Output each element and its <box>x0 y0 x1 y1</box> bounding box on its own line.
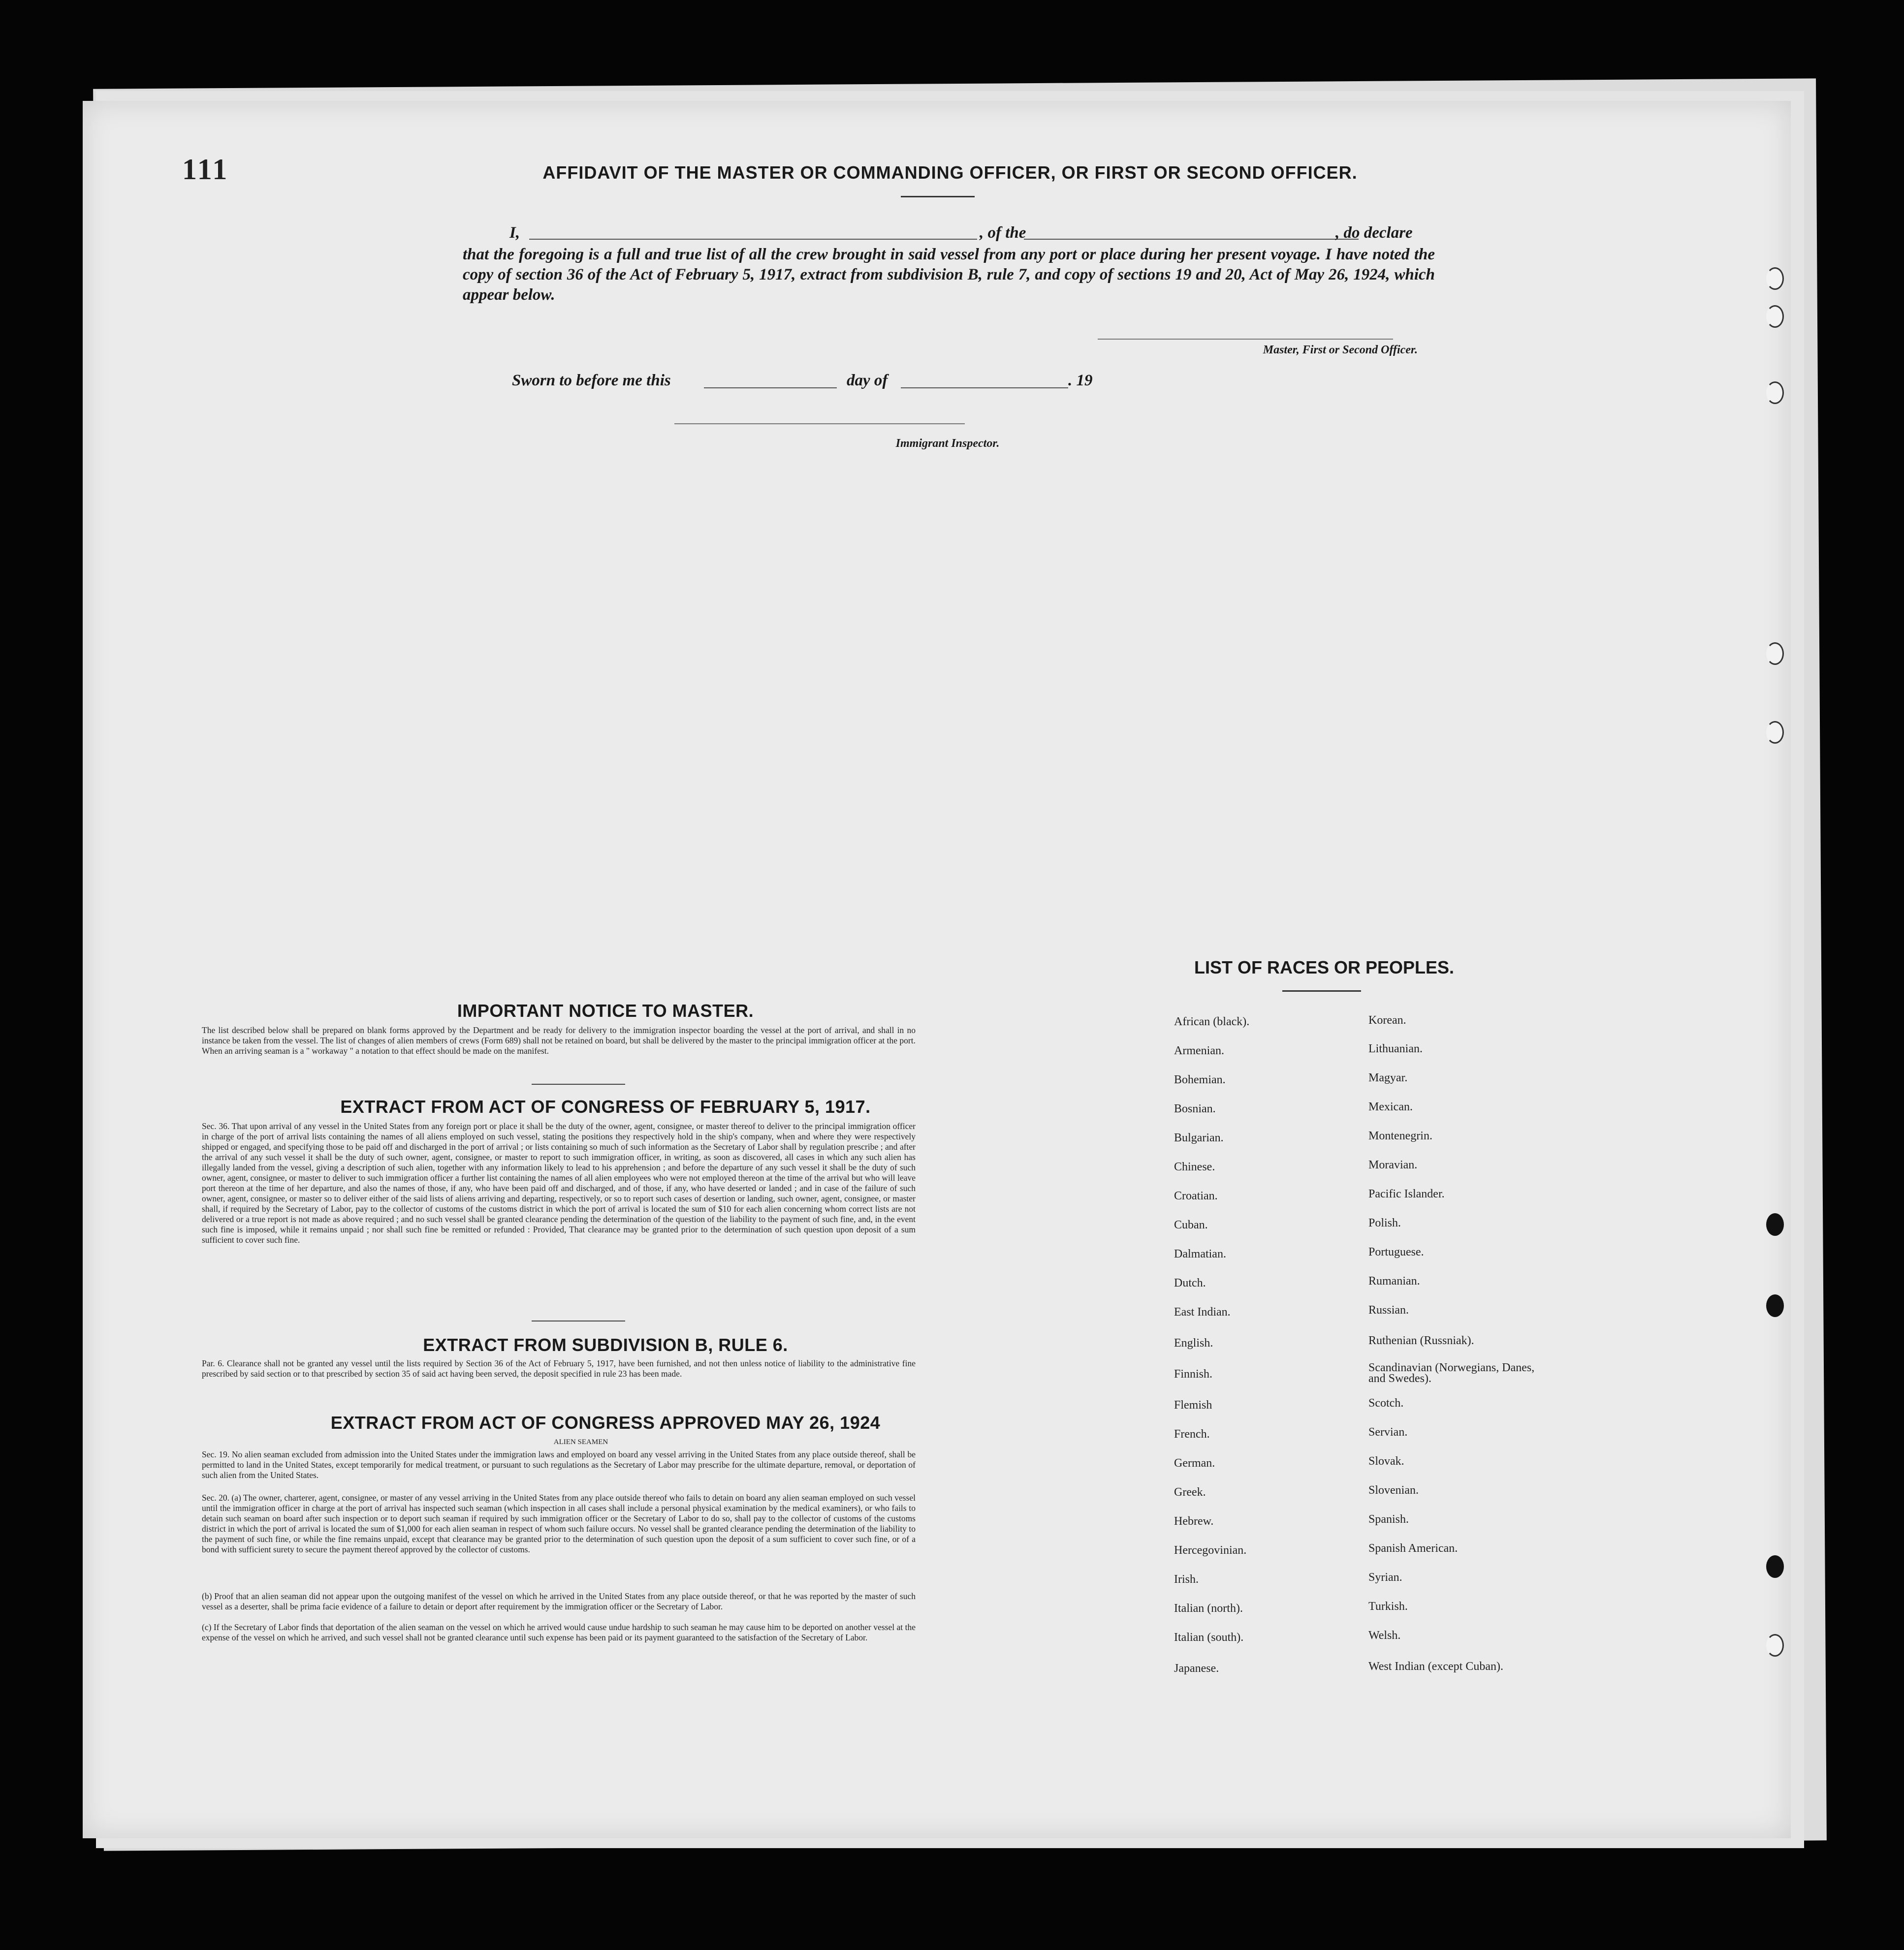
extract-1917-text: Sec. 36. That upon arrival of any vessel in the United States from any foreign port or place it shall be the duty of the owner, agent, consignee, or master thereof to deliver to the principal immigration officer in charge of the port of arrival lists containing the names of all aliens employed on such vessel, stating the positions they respectively hold in the ship's company, when and where they were respectively shipped or engaged, and specifying those to be paid off and discharged in the port of arrival ; or lists containing so much of such information as the Secretary of Labor shall by regulation prescribe ; and after the arrival of any such vessel it shall be the duty of such owner, agent, consignee, or master to report to such immigration officer, in writing, as soon as discovered, all cases in which any such alien has illegally landed from the vessel, giving a description of such alien, together with any information likely to lead to his apprehension ; and before the departure of any such vessel it shall be the duty of such owner, agent, consignee, or master to deliver to such immigration officer a further list containing the names of all alien employees who were not employed thereon at the time of the arrival but who will leave port thereon at the time of her departure, and also the names of those, if any, who have been paid off and discharged, and of those, if any, who have deserted or landed ; and in case of the failure of such owner, agent, consignee, or master so to deliver either of the said lists of aliens arriving and departing, respectively, or so to report such cases of desertion or landing, such owner, agent, consignee, or master shall, if required by the Secretary of Labor, pay to the collector of customs of the customs district in which the port of arrival is located the sum of $10 for each alien concerning whom correct lists are not delivered or a true report is not made as above required ; and no such vessel shall be granted clearance pending the determination of the question of the liability to the payment of such fine, and, in the event such fine is imposed, while it remains unpaid ; nor shall such fine be remitted or refunded : Provided, That clearance may be granted prior to the determination of such question upon deposit of a sum sufficient to cover such fine. <box>202 1121 916 1245</box>
race-item: African (black). <box>1174 1015 1250 1028</box>
notice-text: The list described below shall be prepared on blank forms approved by the Department and be ready for delivery to the immigration inspector boarding the vessel at the port of arrival, and shall in no instance be taken from the vessel. The list of changes of alien members of crews (Form 689) shall not be retained on board, but shall be delivered by the master to the principal immigration officer at the port. When an arriving seaman is a " workaway " a notation to that effect should be made on the manifest. <box>202 1025 916 1056</box>
race-item: French. <box>1174 1428 1210 1441</box>
name-blank[interactable] <box>529 239 977 240</box>
race-item: Syrian. <box>1368 1571 1402 1584</box>
punch-hole-icon <box>1766 1555 1784 1578</box>
race-item: Hebrew. <box>1174 1515 1214 1528</box>
punch-hole-icon <box>1766 381 1784 404</box>
inspector-signature-label: Immigrant Inspector. <box>895 437 1000 450</box>
race-item: Scotch. <box>1368 1397 1404 1410</box>
divider <box>1282 990 1361 992</box>
race-item: English. <box>1174 1337 1213 1350</box>
race-item: Japanese. <box>1174 1662 1219 1675</box>
race-item: Flemish <box>1174 1399 1212 1412</box>
punch-hole-icon <box>1766 1634 1784 1657</box>
race-item: Mexican. <box>1368 1101 1413 1113</box>
divider <box>532 1084 625 1085</box>
extract-1924-sec20a: Sec. 20. (a) The owner, charterer, agent, consignee, or master of any vessel arriving in the United States from any place outside thereof who fails to detain on board any alien seaman employed on such vessel until the immigration officer in charge at the port of arrival has inspected such seaman (which inspection in all cases shall include a personal physical examination by the medical examiners), or who fails to detain such seaman on board after such inspection or to deport such seaman if required by such immigration officer or the Secretary of Labor to do so, shall pay to the collector of customs of the customs district in which the port of arrival is located the sum of $1,000 for each alien seaman in respect of whom such failure occurs. No vessel shall be granted clearance pending the determination of the liability to the payment of such fine, or while the fine remains unpaid, except that clearance may be granted prior to the determination of such question upon the deposit of a sum sufficient to cover such fine, or of a bond with sufficient surety to secure the payment thereof approved by the collector of customs. <box>202 1493 916 1554</box>
race-item: Italian (south). <box>1174 1631 1244 1644</box>
race-item: Montenegrin. <box>1368 1130 1432 1142</box>
race-item: Hercegovinian. <box>1174 1544 1247 1557</box>
race-item: West Indian (except Cuban). <box>1368 1660 1503 1673</box>
race-item: German. <box>1174 1457 1215 1470</box>
vessel-blank[interactable] <box>1024 239 1359 240</box>
race-item: Finnish. <box>1174 1368 1213 1381</box>
extract-1917-heading: EXTRACT FROM ACT OF CONGRESS OF FEBRUARY 5, 1917. <box>340 1097 871 1117</box>
day-of-label: day of <box>847 372 888 389</box>
punch-hole-icon <box>1766 1213 1784 1236</box>
manifest-page <box>83 101 1791 1838</box>
affidavit-body: that the foregoing is a full and true list of all the crew brought in said vessel from any port or place during her present voyage. I have noted the copy of section 36 of the Act of February 5, 1917, extract from subdivision B, rule 7, and copy of sections 19 and 20, Act of May 26, 1924, which appear below. <box>463 246 1435 304</box>
race-item: Bohemian. <box>1174 1073 1226 1086</box>
race-item: Slovak. <box>1368 1455 1404 1468</box>
race-item: Croatian. <box>1174 1190 1218 1202</box>
race-item: Armenian. <box>1174 1044 1224 1057</box>
race-item: Slovenian. <box>1368 1484 1419 1497</box>
race-item: Servian. <box>1368 1426 1408 1439</box>
race-item: Turkish. <box>1368 1600 1408 1613</box>
race-item: Bosnian. <box>1174 1102 1216 1115</box>
race-item: Ruthenian (Russniak). <box>1368 1334 1474 1347</box>
master-signature-label: Master, First or Second Officer. <box>1263 344 1418 356</box>
race-item: Spanish. <box>1368 1513 1409 1526</box>
extract-rule6-text: Par. 6. Clearance shall not be granted any vessel until the lists required by Section 36 of the Act of February 5, 1917, have been furnished, and not then unless notice of liability to the administrative fine prescribed by said section or to that prescribed by section 35 of said act having been served, the deposit specified in rule 23 has been made. <box>202 1358 916 1379</box>
race-item: Welsh. <box>1368 1629 1401 1642</box>
extract-1924-sec20b: (b) Proof that an alien seaman did not appear upon the outgoing manifest of the vessel on which he arrived in the United States from any place outside thereof, or that he was reported by the master of such vessel as a deserter, shall be prima facie evidence of a failure to detain or deport after requirement by the immigration officer or the Secretary of Labor. <box>202 1591 916 1611</box>
affidavit-heading: AFFIDAVIT OF THE MASTER OR COMMANDING OFFICER, OR FIRST OR SECOND OFFICER. <box>542 162 1358 183</box>
extract-1924-sec19: Sec. 19. No alien seaman excluded from admission into the United States under the immigration laws and employed on board any vessel arriving in the United States from any place outside thereof, shall be permitted to land in the United States, except temporarily for medical treatment, or pursuant to such regulations as the Secretary of Labor may prescribe for the ultimate departure, removal, or deportation of such alien from the United States. <box>202 1449 916 1480</box>
race-item: Rumanian. <box>1368 1275 1420 1288</box>
do-declare-label: , do declare <box>1335 224 1413 242</box>
extract-1924-heading: EXTRACT FROM ACT OF CONGRESS APPROVED MAY 26, 1924 <box>330 1413 881 1433</box>
race-item: Dalmatian. <box>1174 1248 1226 1260</box>
punch-hole-icon <box>1766 721 1784 744</box>
race-item: Irish. <box>1174 1573 1199 1586</box>
sworn-line <box>512 372 1152 396</box>
day-blank[interactable] <box>704 387 837 388</box>
punch-hole-icon <box>1766 305 1784 328</box>
punch-hole-icon <box>1766 267 1784 290</box>
margin-mark: 111 <box>182 153 229 186</box>
extract-rule6-heading: EXTRACT FROM SUBDIVISION B, RULE 6. <box>423 1335 788 1355</box>
race-item: Lithuanian. <box>1368 1042 1423 1055</box>
race-item: Bulgarian. <box>1174 1132 1224 1144</box>
year-label: . 19 <box>1068 372 1093 389</box>
race-item: Portuguese. <box>1368 1246 1424 1258</box>
sworn-label: Sworn to before me this <box>512 372 671 389</box>
race-item: Russian. <box>1368 1304 1409 1317</box>
race-item: Pacific Islander. <box>1368 1188 1445 1200</box>
extract-1924-subheading: ALIEN SEAMEN <box>553 1438 608 1446</box>
race-item: Scandinavian (Norwegians, Danes, and Swedes). <box>1368 1361 1535 1385</box>
punch-hole-icon <box>1766 1294 1784 1317</box>
race-item: Italian (north). <box>1174 1602 1243 1615</box>
race-item: Greek. <box>1174 1486 1206 1499</box>
notice-heading: IMPORTANT NOTICE TO MASTER. <box>457 1001 754 1021</box>
i-label: I, <box>509 224 520 242</box>
race-item: Polish. <box>1368 1217 1401 1229</box>
race-item: Chinese. <box>1174 1161 1215 1173</box>
extract-1924-sec20c: (c) If the Secretary of Labor finds that deportation of the alien seaman on the vessel on which he arrived would cause undue hardship to such seaman he may cause him to be deported on another vessel at the expense of the vessel on which he arrived, and such vessel shall not be granted clearance until such expense has been paid or its payment guaranteed to the satisfaction of the Secretary of Labor. <box>202 1622 916 1642</box>
punch-hole-icon <box>1766 642 1784 665</box>
races-heading: LIST OF RACES OR PEOPLES. <box>1194 957 1455 977</box>
month-blank[interactable] <box>901 387 1068 388</box>
race-item: East Indian. <box>1174 1306 1231 1319</box>
divider <box>901 196 975 197</box>
race-item: Cuban. <box>1174 1219 1208 1231</box>
race-item: Magyar. <box>1368 1071 1408 1084</box>
inspector-signature-line[interactable] <box>674 423 965 424</box>
master-signature-line[interactable] <box>1098 339 1393 340</box>
race-item: Moravian. <box>1368 1159 1418 1171</box>
race-item: Dutch. <box>1174 1277 1206 1290</box>
race-item: Spanish American. <box>1368 1542 1458 1555</box>
of-the-label: , of the <box>980 224 1026 242</box>
race-item: Korean. <box>1368 1014 1406 1027</box>
